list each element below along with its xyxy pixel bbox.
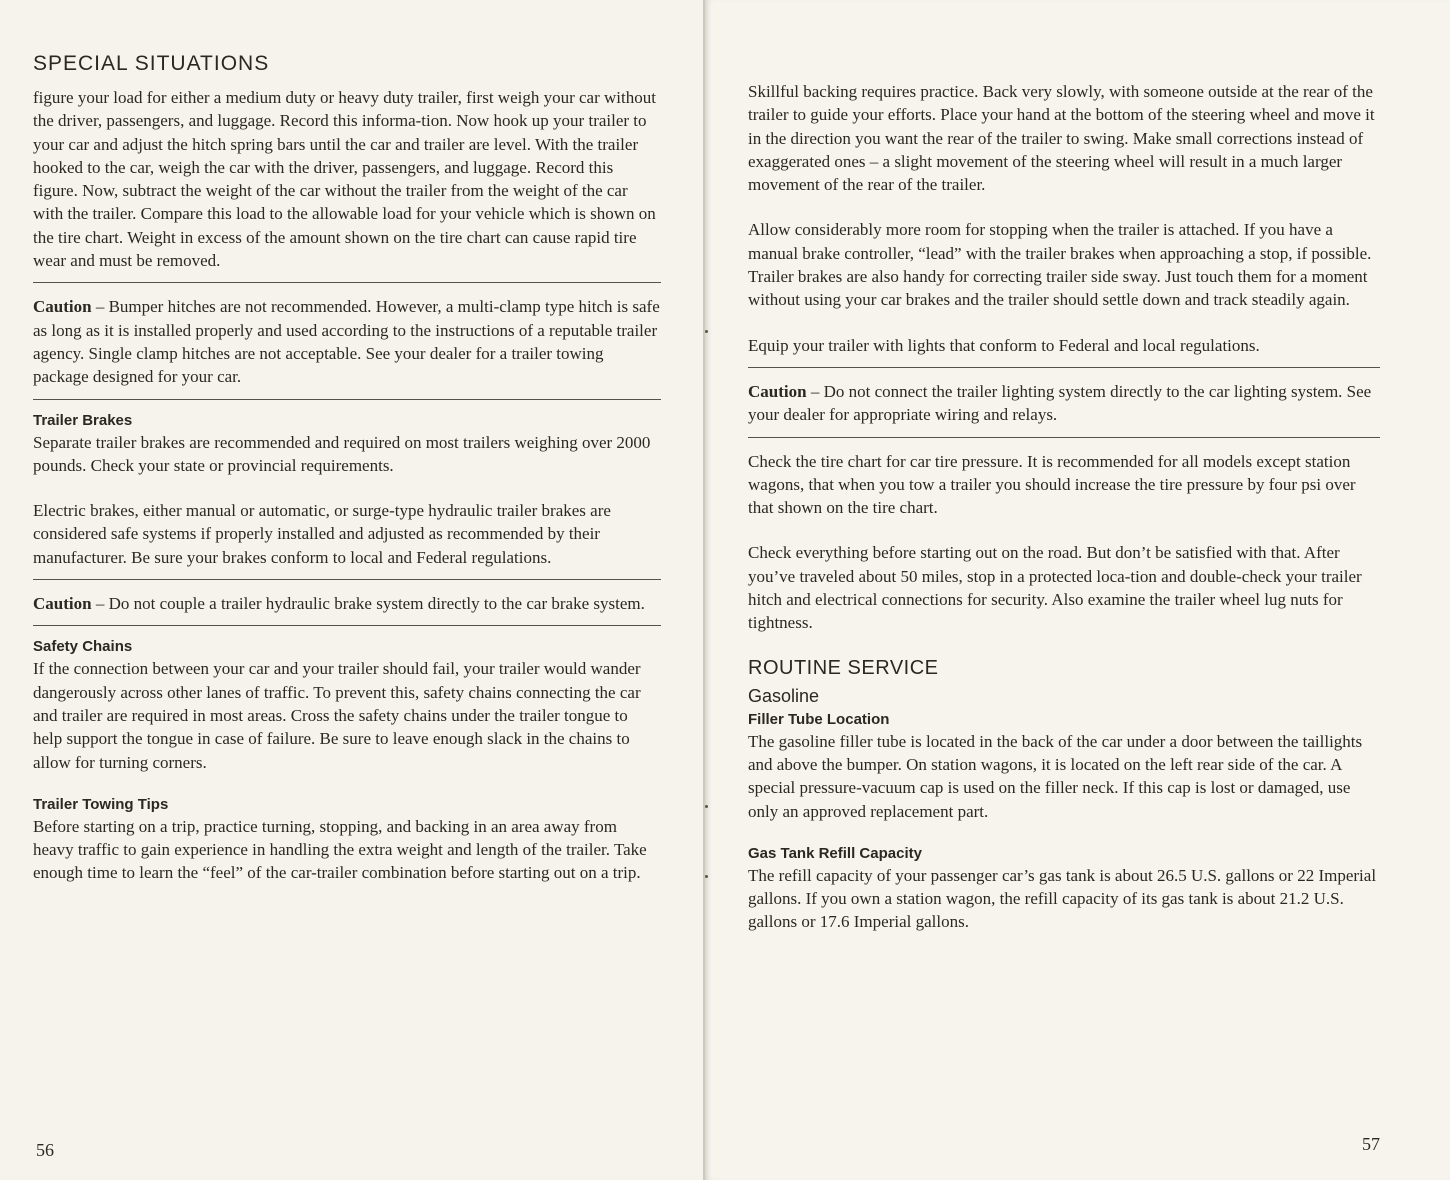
divider — [33, 625, 661, 626]
subheading-trailer-towing-tips: Trailer Towing Tips — [33, 795, 169, 813]
subheading-filler-tube-location: Filler Tube Location — [748, 710, 890, 728]
stopping-paragraph: Allow considerably more room for stopping when the trailer is attached. If you have a manual brake controller, “lead” with the trailer brakes when approaching a stop, if possible. Trailer brakes are also handy for correcting trailer side sway. Just touch them for a moment without using your car brakes and the trailer should settle down and track steadily again. — [748, 220, 1372, 310]
backing-paragraph: Skillful backing requires practice. Back very slowly, with someone outside at the rear of the trailer to guide your efforts. Place your hand at the bottom of the steering wheel and move it in the direction you want the rear of the trailer to swing. Make small corrections instead of exaggerated ones – a slight movement of the steering wheel will result in a much larger movement of the rear of the trailer. — [748, 82, 1375, 195]
subheading-gas-tank-refill-capacity: Gas Tank Refill Capacity — [748, 844, 922, 862]
print-speck — [705, 875, 708, 878]
divider — [33, 579, 661, 580]
trailer-brakes-paragraph-1: Separate trailer brakes are recommended and required on most trailers weighing over 2000 pounds. Check your state or provincial requirements. — [33, 432, 651, 475]
intro-paragraph: figure your load for either a medium duty or heavy duty trailer, first weigh your car without the driver, passengers, and luggage. Record this informa-tion. Now hook up your trailer to your car and adjust the hitch spring bars until the car and trailer are level. With the trailer hooked to the car, weigh the car with the driver, passengers, and luggage. Record this figure. Now, subtract the weight of the car without the trailer from the weight of the car with the trailer. Compare this load to the allowable load for your vehicle which is shown on the tire chart. Weight in excess of the amount shown on the tire chart can cause rapid tire wear and must be removed. — [33, 88, 656, 271]
divider — [748, 437, 1380, 438]
subheading-gasoline: Gasoline — [748, 685, 820, 706]
right-page — [705, 0, 1450, 1180]
divider — [748, 367, 1380, 368]
right-page-content — [748, 80, 1380, 934]
left-page — [0, 0, 705, 1180]
trailer-brakes-paragraph-2: Electric brakes, either manual or automatic, or surge-type hydraulic trailer brakes are considered safe systems if properly installed and adjusted as recommended by their manufacturer. Be sure your brakes conform to local and Federal regulations. — [33, 501, 611, 567]
caution-lighting-system — [748, 380, 1380, 427]
caution-text: – Bumper hitches are not recommended. However, a multi-clamp type hitch is safe as long as it is installed properly and used according to the instructions of a reputable trailer agency. Single clamp hitches are not acceptable. See your dealer for a trailer towing package designed for your car. — [33, 297, 660, 387]
towing-tips-paragraph: Before starting on a trip, practice turning, stopping, and backing in an area away from heavy traffic to gain experience in handling the extra weight and length of the trailer. Take enough time to learn the “feel” of the car-trailer combination before starting out on a trip. — [33, 816, 647, 883]
refill-capacity-paragraph: The refill capacity of your passenger car’s gas tank is about 26.5 U.S. gallons or 22 Imperial gallons. If you own a station wagon, the refill capacity of its gas tank is about 21.2 U.S. gallons or 17.6 Imperial gallons. — [748, 865, 1377, 932]
caution-text: – Do not couple a trailer hydraulic brake system directly to the car brake system. — [91, 594, 645, 614]
caution-label: Caution — [33, 594, 92, 614]
filler-tube-paragraph: The gasoline filler tube is located in the back of the car under a door between the taillights and above the bumper. On station wagons, it is located on the left rear side of the car. A special pressure-vacuum cap is used on the filler neck. If this cap is lost or damaged, use only an approved replacement part. — [748, 731, 1363, 821]
caution-label: Caution — [33, 297, 92, 317]
tire-pressure-paragraph: Check the tire chart for car tire pressure. It is recommended for all models except station wagons, that when you tow a trailer you should increase the tire pressure by four psi over that shown on the tire chart. — [748, 451, 1356, 518]
lights-paragraph: Equip your trailer with lights that conform to Federal and local regulations. — [748, 335, 1260, 355]
page-number: 56 — [36, 1140, 54, 1160]
section-heading-routine-service: ROUTINE SERVICE — [748, 656, 939, 679]
print-speck — [705, 330, 708, 333]
page-number: 57 — [1362, 1134, 1380, 1154]
print-speck — [705, 805, 708, 808]
check-everything-paragraph: Check everything before starting out on the road. But don’t be satisfied with that. After you’ve traveled about 50 miles, stop in a protected loca-tion and double-check your trailer hitch and electrical connections for security. Also examine the trailer wheel lug nuts for tightness. — [748, 543, 1362, 633]
divider — [33, 282, 661, 283]
subheading-safety-chains: Safety Chains — [33, 638, 133, 656]
caution-label: Caution — [748, 381, 807, 401]
caution-text: – Do not connect the trailer lighting system directly to the car lighting system. See your dealer for appropriate wiring and relays. — [748, 381, 1372, 425]
left-page-content — [33, 52, 661, 885]
safety-chains-paragraph: If the connection between your car and your trailer should fail, your trailer would wander dangerously across other lanes of traffic. To prevent this, safety chains connecting the car and trailer are required in most areas. Cross the safety chains under the trailer tongue to help support the tongue in case of failure. Be sure to leave enough slack in the chains to allow for turning corners. — [33, 659, 641, 772]
divider — [33, 399, 661, 400]
caution-hydraulic-brakes — [33, 592, 661, 615]
section-heading-special-situations: SPECIAL SITUATIONS — [33, 52, 270, 75]
subheading-trailer-brakes: Trailer Brakes — [33, 411, 133, 429]
caution-bumper-hitches — [33, 295, 661, 388]
